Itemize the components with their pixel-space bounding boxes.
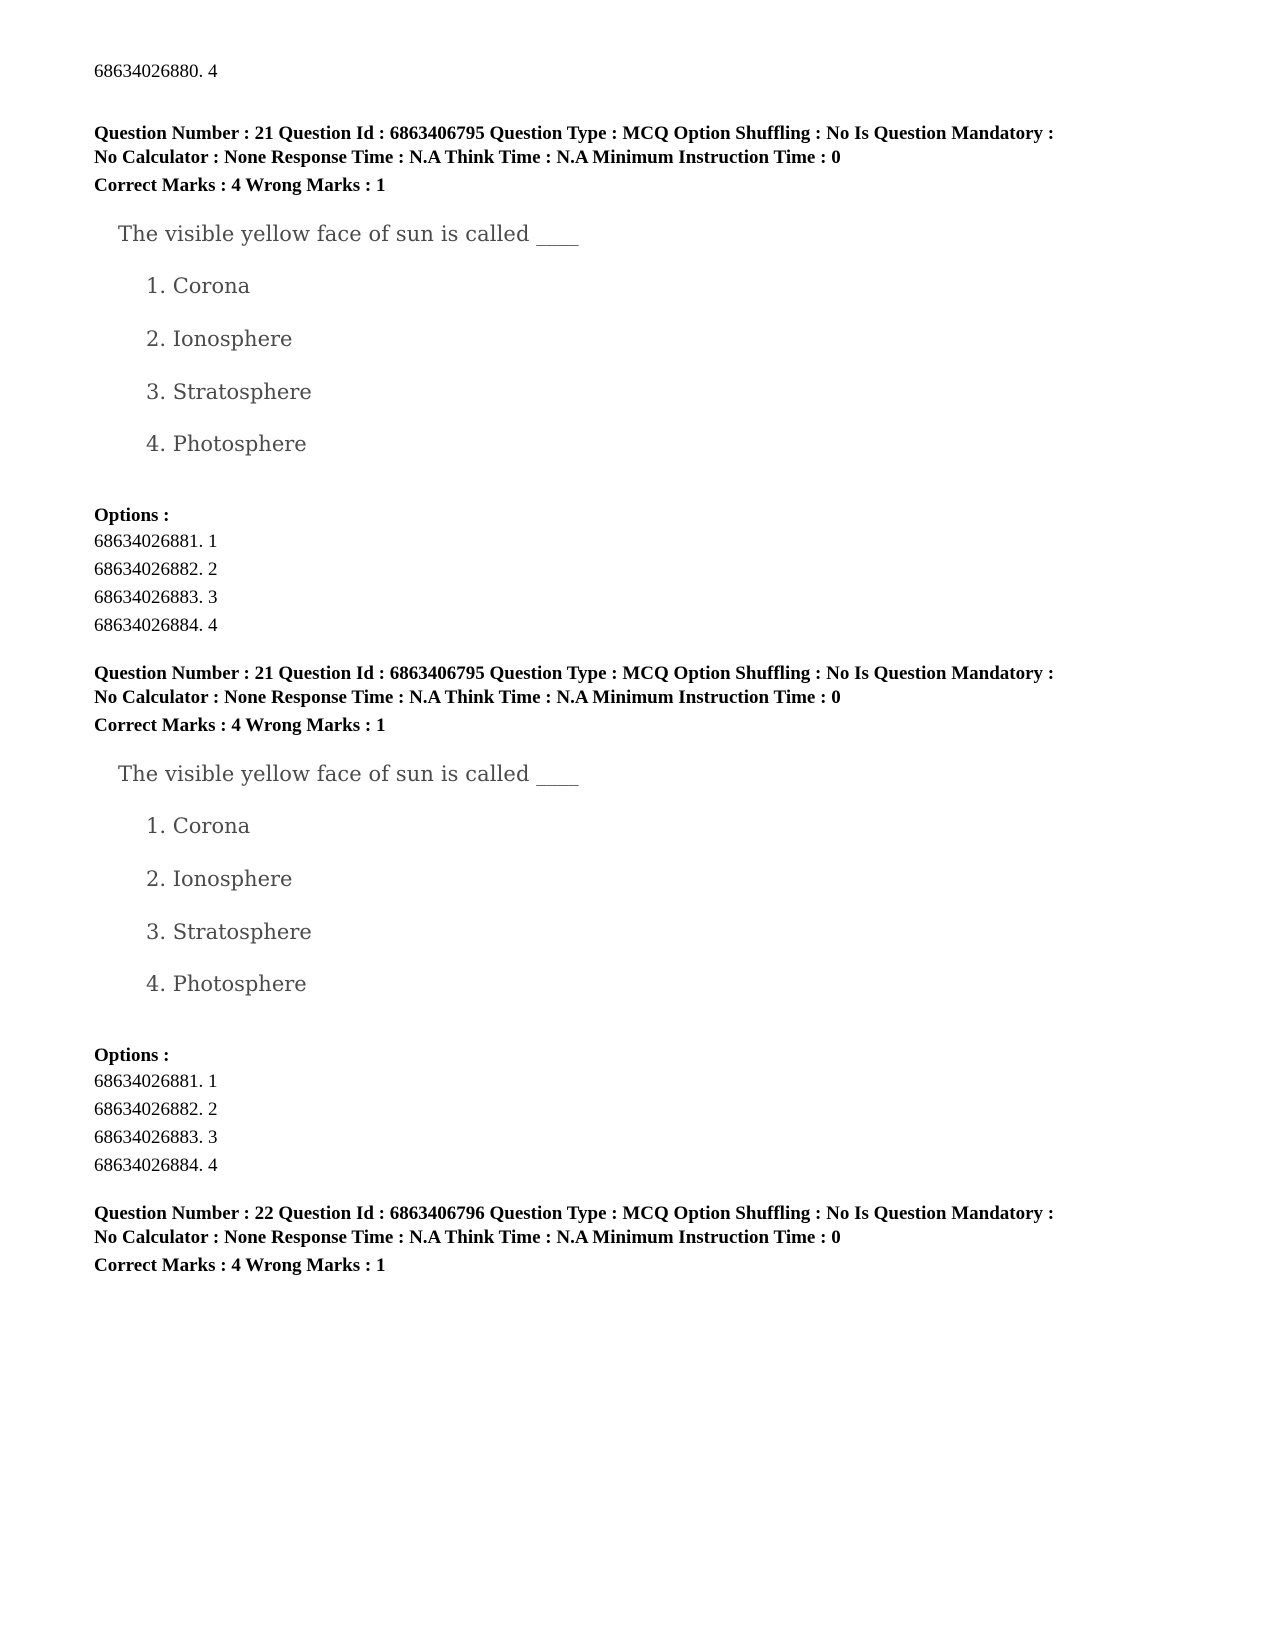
options-heading: Options : [94, 1045, 170, 1066]
question-choice: 1. Corona [146, 814, 251, 838]
question-choice: 4. Photosphere [146, 432, 307, 456]
question-image [118, 760, 718, 1030]
option-line: 68634026881. 1 [94, 531, 218, 552]
question-meta-line: No Calculator : None Response Time : N.A Think Time : N.A Minimum Instruction Time : 0 [94, 687, 841, 708]
question-choice: 3. Stratosphere [146, 380, 312, 404]
option-line: 68634026884. 4 [94, 615, 218, 636]
option-line: 68634026883. 3 [94, 1127, 218, 1148]
option-line: 68634026882. 2 [94, 559, 218, 580]
question-marks: Correct Marks : 4 Wrong Marks : 1 [94, 1255, 386, 1276]
question-choice: 2. Ionosphere [146, 867, 293, 891]
question-text: The visible yellow face of sun is called ____ [118, 222, 579, 246]
option-line: 68634026884. 4 [94, 1155, 218, 1176]
question-image [118, 220, 718, 490]
option-line: 68634026880. 4 [94, 61, 218, 82]
question-block [94, 1202, 1214, 1278]
question-block [94, 662, 1214, 1180]
question-marks: Correct Marks : 4 Wrong Marks : 1 [94, 175, 386, 196]
question-meta-line: Question Number : 21 Question Id : 6863406795 Question Type : MCQ Option Shuffling : No Is Question Mandatory : [94, 663, 1055, 684]
question-choice: 3. Stratosphere [146, 920, 312, 944]
option-line: 68634026883. 3 [94, 587, 218, 608]
question-meta-line: Question Number : 21 Question Id : 6863406795 Question Type : MCQ Option Shuffling : No Is Question Mandatory : [94, 123, 1055, 144]
question-block [94, 122, 1214, 640]
question-meta-line: No Calculator : None Response Time : N.A Think Time : N.A Minimum Instruction Time : 0 [94, 1227, 841, 1248]
question-choice: 1. Corona [146, 274, 251, 298]
options-heading: Options : [94, 505, 170, 526]
question-choice: 4. Photosphere [146, 972, 307, 996]
question-text: The visible yellow face of sun is called ____ [118, 762, 579, 786]
question-meta-line: No Calculator : None Response Time : N.A Think Time : N.A Minimum Instruction Time : 0 [94, 147, 841, 168]
question-marks: Correct Marks : 4 Wrong Marks : 1 [94, 715, 386, 736]
question-meta-line: Question Number : 22 Question Id : 6863406796 Question Type : MCQ Option Shuffling : No Is Question Mandatory : [94, 1203, 1055, 1224]
option-line: 68634026882. 2 [94, 1099, 218, 1120]
question-choice: 2. Ionosphere [146, 327, 293, 351]
option-line: 68634026881. 1 [94, 1071, 218, 1092]
